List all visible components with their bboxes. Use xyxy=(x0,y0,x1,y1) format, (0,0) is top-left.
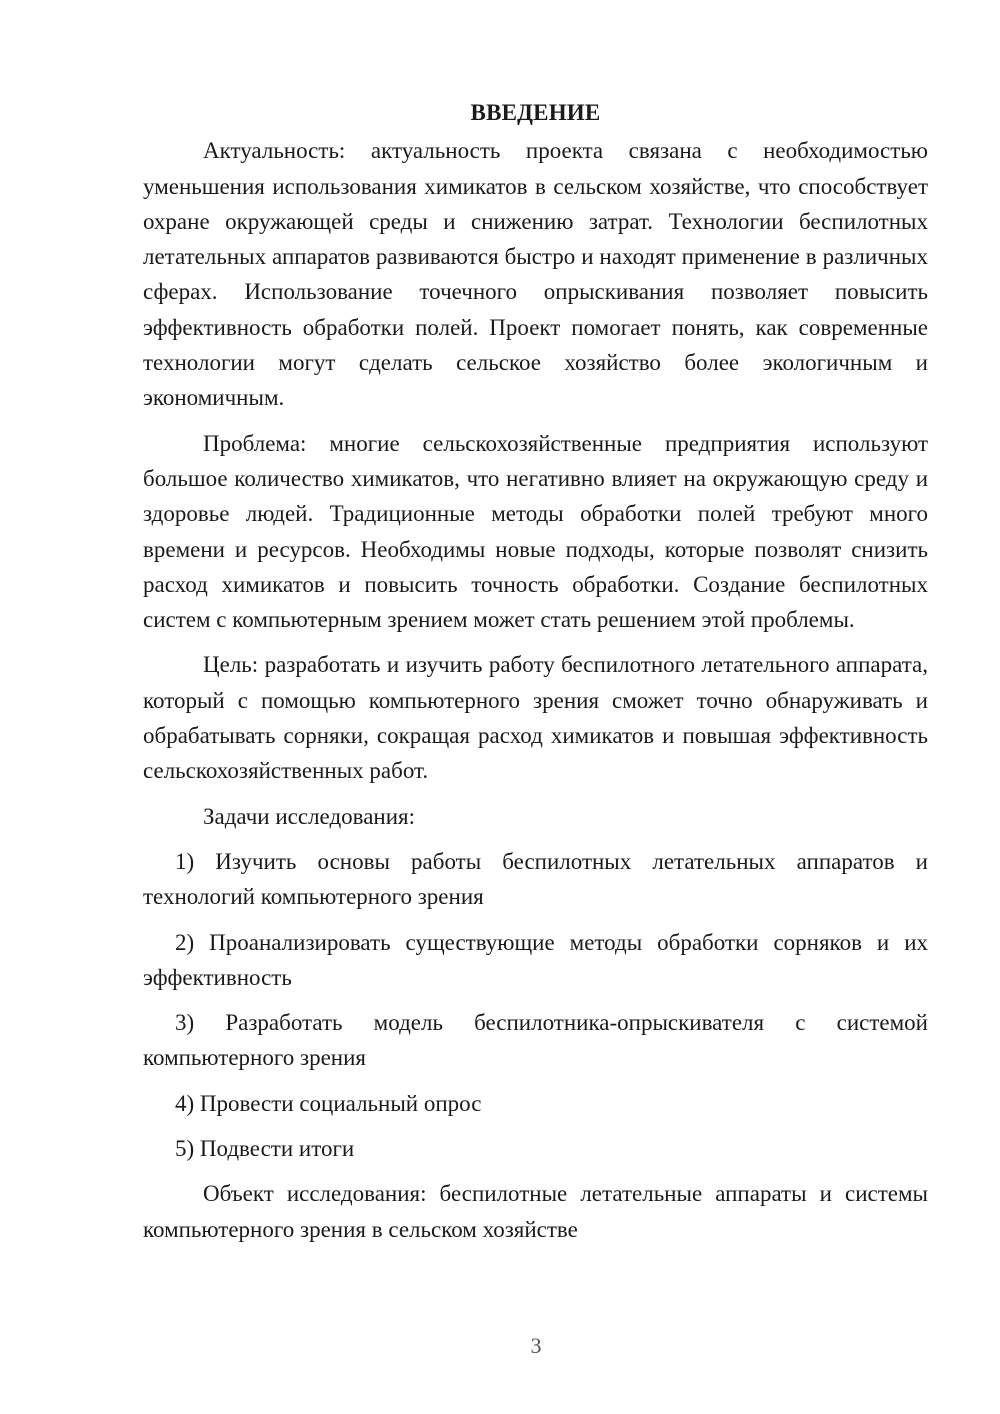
relevance-paragraph: Актуальность: актуальность проекта связана с необходимостью уменьшения использования химикатов в сельском хозяйстве, что способствует охране окружающей среды и снижению затрат. Технологии беспилотных летательных аппаратов развиваются быстро и находят применение в различных сферах. Использование точечного опрыскивания позволяет повысить эффективность обработки полей. Проект помогает понять, как современные технологии могут сделать сельское хозяйство более экологичным и экономичным. xyxy=(143,138,928,411)
page-number: 3 xyxy=(530,1333,542,1358)
task-item: 5) Подвести итоги xyxy=(175,1136,355,1162)
page-content xyxy=(143,95,928,1257)
tasks-title: Задачи исследования: xyxy=(203,803,416,829)
section-heading: ВВЕДЕНИЕ xyxy=(470,100,601,125)
goal-paragraph: Цель: разработать и изучить работу беспилотного летательного аппарата, который с помощью компьютерного зрения сможет точно обнаруживать и обрабатывать сорняки, сокращая расход химикатов и повышая эффективность сельскохозяйственных работ. xyxy=(143,652,928,784)
task-item: 1) Изучить основы работы беспилотных летательных аппаратов и технологий компьютерного зрения xyxy=(143,848,928,910)
task-item: 3) Разработать модель беспилотника-опрыскивателя с системой компьютерного зрения xyxy=(143,1010,928,1071)
task-item: 2) Проанализировать существующие методы обработки сорняков и их эффективность xyxy=(143,929,928,990)
problem-paragraph: Проблема: многие сельскохозяйственные предприятия используют большое количество химикатов, что негативно влияет на окружающую среду и здоровье людей. Традиционные методы обработки полей требуют много времени и ресурсов. Необходимы новые подходы, которые позволят снизить расход химикатов и повысить точность обработки. Создание беспилотных систем с компьютерным зрением может стать решением этой проблемы. xyxy=(143,430,928,633)
task-item: 4) Провести социальный опрос xyxy=(175,1090,482,1116)
research-object-paragraph: Объект исследования: беспилотные летательные аппараты и системы компьютерного зрения в сельском хозяйстве xyxy=(143,1181,928,1242)
